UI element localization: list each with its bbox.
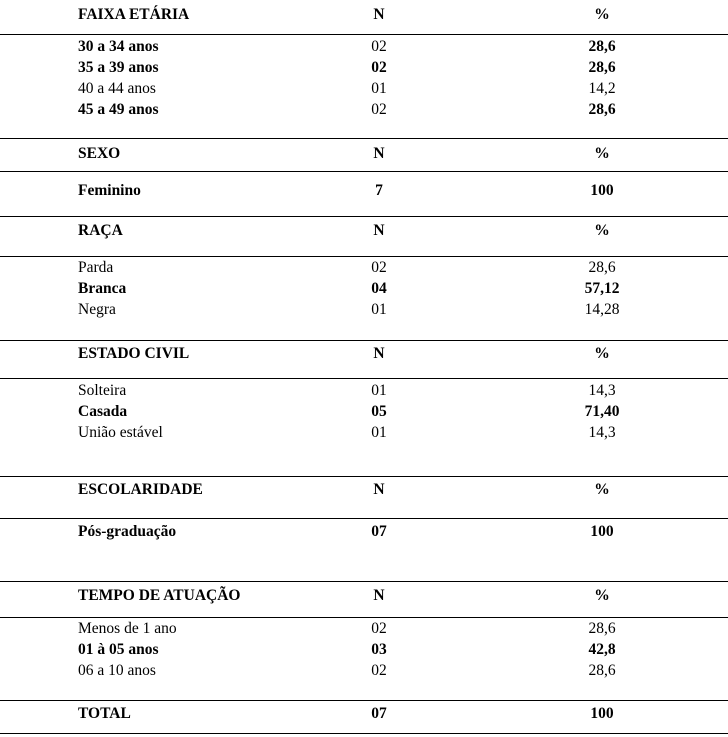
section-header-n: N bbox=[373, 145, 385, 162]
row-label: Solteira bbox=[78, 382, 127, 399]
row-pct: 28,6 bbox=[588, 662, 616, 679]
row-pct: 14,2 bbox=[588, 80, 616, 97]
row-pct: 57,12 bbox=[584, 280, 620, 297]
row-n: 04 bbox=[371, 280, 387, 297]
section-header-pct: % bbox=[594, 6, 610, 23]
section-header-n: N bbox=[373, 345, 385, 362]
rule bbox=[0, 581, 728, 582]
row-pct: 14,28 bbox=[584, 301, 620, 318]
section-header-pct: % bbox=[594, 145, 610, 162]
row-label: Branca bbox=[78, 280, 127, 297]
rule bbox=[0, 617, 728, 618]
row-pct: 28,6 bbox=[588, 59, 616, 76]
row-n: 05 bbox=[371, 403, 387, 420]
rule bbox=[0, 700, 728, 701]
row-n: 02 bbox=[371, 38, 387, 55]
row-label: 35 a 39 anos bbox=[78, 59, 159, 76]
row-pct: 42,8 bbox=[588, 641, 616, 658]
row-n: 03 bbox=[371, 641, 387, 658]
row-label: 30 a 34 anos bbox=[78, 38, 159, 55]
rule bbox=[0, 171, 728, 172]
row-pct: 14,3 bbox=[588, 382, 616, 399]
total-label: TOTAL bbox=[78, 705, 131, 722]
rule bbox=[0, 138, 728, 139]
row-label: 06 a 10 anos bbox=[78, 662, 156, 679]
row-pct: 28,6 bbox=[588, 101, 616, 118]
rule bbox=[0, 518, 728, 519]
section-header-label: TEMPO DE ATUAÇÃO bbox=[78, 587, 241, 604]
row-label: 01 à 05 anos bbox=[78, 641, 159, 658]
row-pct: 100 bbox=[590, 523, 614, 540]
section-header-pct: % bbox=[594, 587, 610, 604]
row-n: 01 bbox=[371, 382, 387, 399]
row-n: 02 bbox=[371, 59, 387, 76]
row-pct: 100 bbox=[590, 182, 614, 199]
row-label: 45 a 49 anos bbox=[78, 101, 159, 118]
section-header-pct: % bbox=[594, 345, 610, 362]
row-n: 01 bbox=[371, 424, 387, 441]
row-label: Negra bbox=[78, 301, 116, 318]
rule bbox=[0, 216, 728, 217]
row-n: 07 bbox=[371, 523, 387, 540]
rule bbox=[0, 733, 728, 734]
total-n: 07 bbox=[371, 705, 387, 722]
section-header-label: ESTADO CIVIL bbox=[78, 345, 190, 362]
row-n: 02 bbox=[371, 101, 387, 118]
row-n: 7 bbox=[375, 182, 383, 199]
row-label: Menos de 1 ano bbox=[78, 620, 177, 637]
rule bbox=[0, 340, 728, 341]
section-header-n: N bbox=[373, 587, 385, 604]
row-pct: 71,40 bbox=[584, 403, 620, 420]
row-n: 01 bbox=[371, 301, 387, 318]
section-header-label: RAÇA bbox=[78, 222, 123, 239]
row-label: Casada bbox=[78, 403, 128, 420]
section-header-pct: % bbox=[594, 222, 610, 239]
row-pct: 14,3 bbox=[588, 424, 616, 441]
row-n: 02 bbox=[371, 620, 387, 637]
row-pct: 28,6 bbox=[588, 38, 616, 55]
row-n: 01 bbox=[371, 80, 387, 97]
row-label: Pós-graduação bbox=[78, 523, 177, 540]
section-header-n: N bbox=[373, 6, 385, 23]
row-label: 40 a 44 anos bbox=[78, 80, 156, 97]
row-pct: 28,6 bbox=[588, 620, 616, 637]
rule bbox=[0, 34, 728, 35]
rule bbox=[0, 378, 728, 379]
total-pct: 100 bbox=[590, 705, 614, 722]
row-pct: 28,6 bbox=[588, 259, 616, 276]
section-header-n: N bbox=[373, 222, 385, 239]
section-header-label: FAIXA ETÁRIA bbox=[78, 6, 190, 23]
row-label: Feminino bbox=[78, 182, 141, 199]
section-header-label: ESCOLARIDADE bbox=[78, 481, 203, 498]
section-header-n: N bbox=[373, 481, 385, 498]
rule bbox=[0, 256, 728, 257]
section-header-pct: % bbox=[594, 481, 610, 498]
row-label: Parda bbox=[78, 259, 114, 276]
row-n: 02 bbox=[371, 259, 387, 276]
rule bbox=[0, 476, 728, 477]
row-n: 02 bbox=[371, 662, 387, 679]
section-header-label: SEXO bbox=[78, 145, 121, 162]
row-label: União estável bbox=[78, 424, 163, 441]
